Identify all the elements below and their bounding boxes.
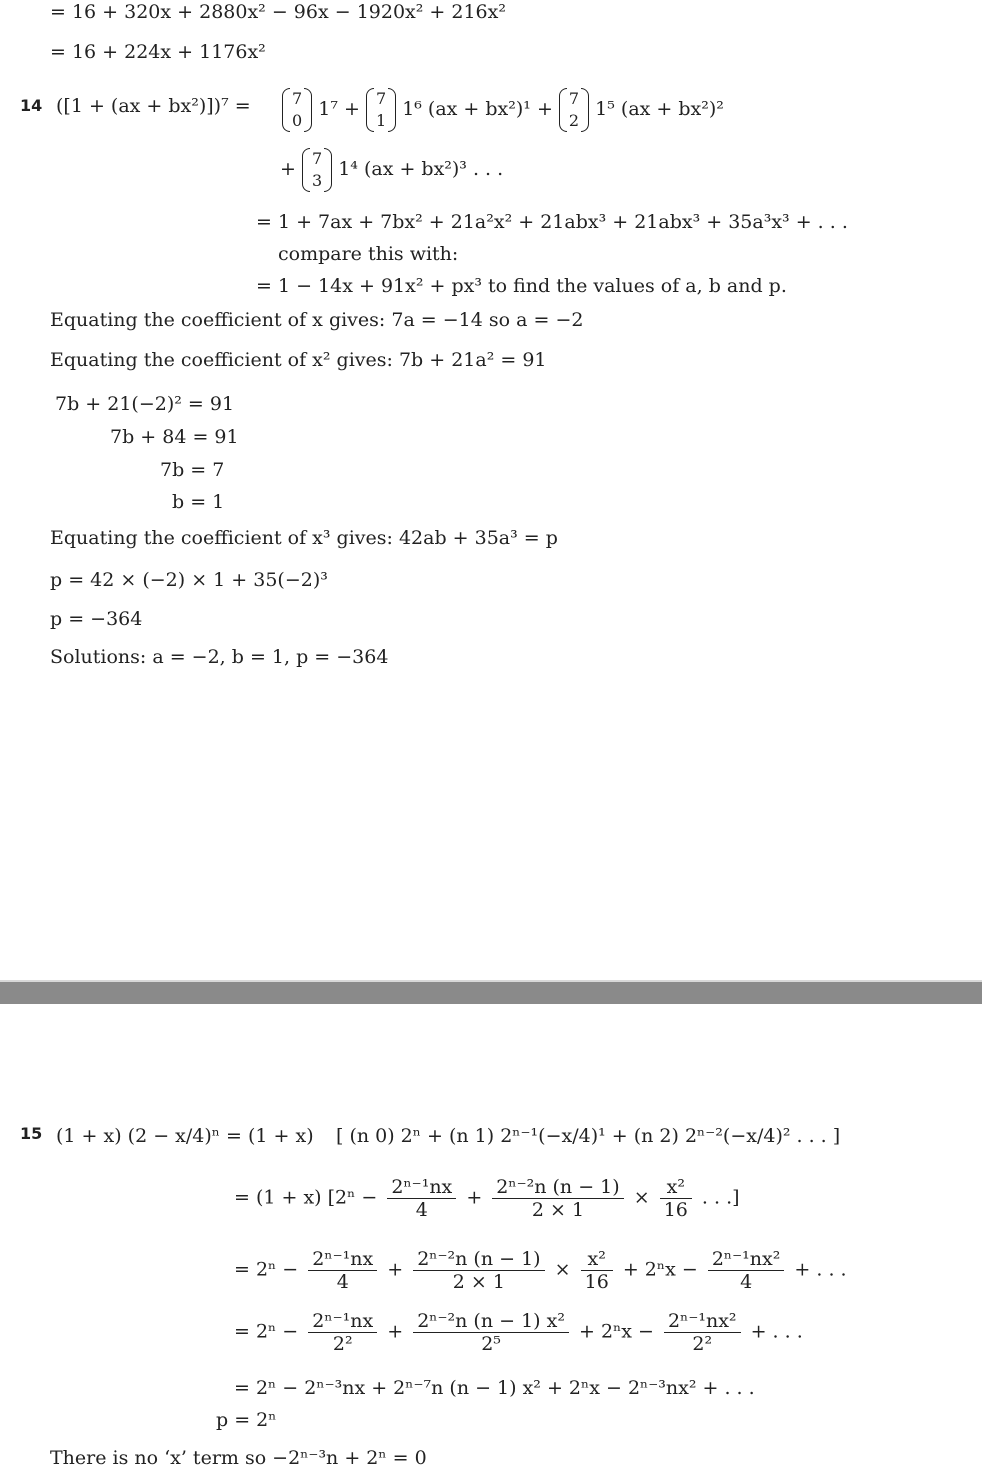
- q15-row3: [234, 1248, 847, 1304]
- r4-frac-1: $\frac{\text{2ⁿ⁻¹nx}}{\text{2²}}$: [308, 1310, 377, 1355]
- r2-times: ×: [633, 1186, 650, 1209]
- q15-row2: [234, 1176, 740, 1232]
- r3-end: + . . .: [794, 1258, 847, 1281]
- r3-plus: +: [387, 1258, 404, 1281]
- r4-frac-3: $\frac{\text{2ⁿ⁻¹nx²}}{\text{2²}}$: [664, 1310, 741, 1355]
- q14-term1: 1⁶ (ax + bx²)¹ +: [402, 98, 553, 120]
- q14-expansion: = 1 + 7ax + 7bx² + 21a²x² + 21abx³ + 21abx³ + 35a³x³ + . . .: [256, 211, 848, 233]
- r4-frac-2: $\frac{\text{2ⁿ⁻²n (n − 1) x²}}{\text{2⁵}}$: [413, 1310, 569, 1355]
- q14-term3: 1⁴ (ax + bx²)³ . . .: [338, 158, 504, 180]
- r4-mid: + 2ⁿx −: [579, 1320, 654, 1343]
- binom-7-2: 7 2: [559, 88, 589, 132]
- r2-frac-1: $\frac{\text{2ⁿ⁻¹nx}}{4}$: [387, 1176, 456, 1221]
- q14-lhs: ([1 + (ax + bx²)])⁷ =: [56, 95, 251, 117]
- question-number-15: 15: [20, 1124, 43, 1143]
- q14-term2: 1⁵ (ax + bx²)²: [595, 98, 724, 120]
- q15-p: p = 2ⁿ: [216, 1409, 277, 1431]
- binom-7-1: 7 1: [366, 88, 396, 132]
- binom-7-3: 7 3: [302, 148, 332, 192]
- binom-7-0: 7 0: [282, 88, 312, 132]
- q14-target: = 1 − 14x + 91x² + px³ to find the values of a, b and p.: [256, 275, 787, 297]
- r3-frac-4: $\frac{\text{2ⁿ⁻¹nx²}}{4}$: [708, 1248, 785, 1293]
- r4-lead: = 2ⁿ −: [234, 1320, 299, 1343]
- r2-frac-2: $\frac{\text{2ⁿ⁻²n (n − 1)}}{2 \times 1}$: [492, 1176, 623, 1221]
- r3-lead: = 2ⁿ −: [234, 1258, 299, 1281]
- r2-lead: = (1 + x) [2ⁿ −: [234, 1186, 378, 1209]
- r4-end: + . . .: [750, 1320, 803, 1343]
- page-divider: [0, 980, 982, 1004]
- r3-frac-1: $\frac{\text{2ⁿ⁻¹nx}}{4}$: [308, 1248, 377, 1293]
- r4-plus: +: [387, 1320, 404, 1343]
- q15-row4: [234, 1310, 803, 1366]
- p-value: p = −364: [50, 608, 143, 630]
- q14-term0: 1⁷ +: [318, 98, 360, 120]
- q14-row1: [282, 88, 724, 128]
- equating-x: Equating the coefficient of x gives: 7a = −14 so a = −2: [50, 309, 584, 331]
- q15-lhs: (1 + x) (2 − x/4)ⁿ = (1 + x): [56, 1125, 314, 1147]
- r2-frac-3: $\frac{\text{x²}}{16}$: [660, 1176, 692, 1221]
- r3-times: ×: [554, 1258, 571, 1281]
- step-1: 7b + 21(−2)² = 91: [55, 393, 235, 415]
- expansion-line-2: = 16 + 224x + 1176x²: [50, 41, 266, 63]
- q14-row2: + 7 3 1⁴ (ax + bx²)³ . . .: [280, 149, 504, 190]
- q15-no-x-term: There is no ‘x’ term so −2ⁿ⁻³n + 2ⁿ = 0: [50, 1447, 427, 1469]
- expansion-line-1: = 16 + 320x + 2880x² − 96x − 1920x² + 216x²: [50, 1, 506, 23]
- p-calc: p = 42 × (−2) × 1 + 35(−2)³: [50, 569, 328, 591]
- step-2: 7b + 84 = 91: [110, 426, 239, 448]
- equating-x3: Equating the coefficient of x³ gives: 42ab + 35a³ = p: [50, 527, 558, 549]
- question-number-14: 14: [20, 96, 43, 115]
- r3-mid: + 2ⁿx −: [622, 1258, 698, 1281]
- page-bottom: [0, 1004, 982, 1474]
- r2-end: . . .]: [701, 1186, 740, 1209]
- q15-rhs: [ (n 0) 2ⁿ + (n 1) 2ⁿ⁻¹(−x/4)¹ + (n 2) 2ⁿ⁻²(−x/4)² . . . ]: [336, 1125, 841, 1147]
- r2-plus: +: [466, 1186, 483, 1209]
- step-3: 7b = 7: [160, 459, 225, 481]
- solutions: Solutions: a = −2, b = 1, p = −364: [50, 646, 389, 668]
- step-4: b = 1: [172, 491, 225, 513]
- r3-frac-3: $\frac{\text{x²}}{16}$: [581, 1248, 613, 1293]
- q15-row5: = 2ⁿ − 2ⁿ⁻³nx + 2ⁿ⁻⁷n (n − 1) x² + 2ⁿx − 2ⁿ⁻³nx² + . . .: [234, 1377, 755, 1399]
- equating-x2: Equating the coefficient of x² gives: 7b + 21a² = 91: [50, 349, 547, 371]
- r3-frac-2: $\frac{\text{2ⁿ⁻²n (n − 1)}}{2 \times 1}$: [413, 1248, 544, 1293]
- q14-compare: compare this with:: [278, 243, 459, 265]
